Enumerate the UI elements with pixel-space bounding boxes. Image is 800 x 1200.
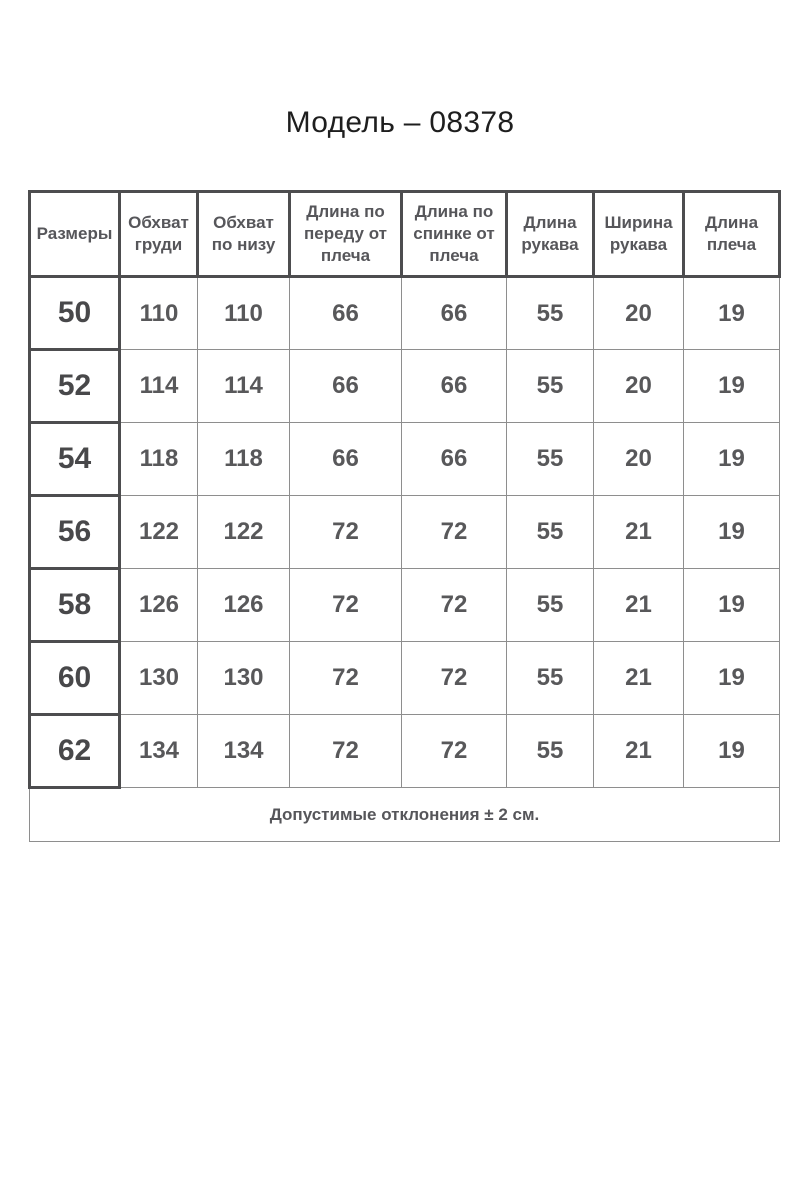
column-header-bottom: Обхват по низу: [198, 192, 290, 277]
value-cell: 21: [594, 496, 684, 569]
value-cell: 130: [120, 642, 198, 715]
table-row: [30, 277, 780, 350]
value-cell: 19: [684, 496, 780, 569]
column-header-sizes: Размеры: [30, 192, 120, 277]
value-cell: 19: [684, 569, 780, 642]
value-cell: 72: [290, 642, 402, 715]
column-header-sleeve-length: Длина рукава: [507, 192, 594, 277]
value-cell: 114: [198, 350, 290, 423]
value-cell: 134: [120, 715, 198, 788]
value-cell: 126: [198, 569, 290, 642]
table-row: [30, 715, 780, 788]
value-cell: 20: [594, 423, 684, 496]
value-cell: 19: [684, 715, 780, 788]
table-row: [30, 350, 780, 423]
value-cell: 126: [120, 569, 198, 642]
value-cell: 118: [120, 423, 198, 496]
value-cell: 55: [507, 350, 594, 423]
value-cell: 55: [507, 496, 594, 569]
value-cell: 19: [684, 642, 780, 715]
value-cell: 19: [684, 277, 780, 350]
table-row: [30, 423, 780, 496]
value-cell: 55: [507, 642, 594, 715]
column-header-chest: Обхват груди: [120, 192, 198, 277]
column-header-sleeve-width: Ширина рукава: [594, 192, 684, 277]
value-cell: 19: [684, 350, 780, 423]
value-cell: 21: [594, 642, 684, 715]
value-cell: 114: [120, 350, 198, 423]
value-cell: 66: [402, 350, 507, 423]
value-cell: 55: [507, 277, 594, 350]
column-header-shoulder-length: Длина плеча: [684, 192, 780, 277]
value-cell: 130: [198, 642, 290, 715]
value-cell: 20: [594, 350, 684, 423]
value-cell: 72: [402, 715, 507, 788]
value-cell: 19: [684, 423, 780, 496]
value-cell: 55: [507, 423, 594, 496]
value-cell: 55: [507, 715, 594, 788]
value-cell: 21: [594, 715, 684, 788]
table-row: [30, 569, 780, 642]
value-cell: 66: [402, 277, 507, 350]
value-cell: 72: [290, 496, 402, 569]
value-cell: 20: [594, 277, 684, 350]
page-title: Модель – 08378: [285, 106, 515, 139]
value-cell: 72: [290, 569, 402, 642]
size-cell: 54: [30, 423, 120, 496]
size-cell: 58: [30, 569, 120, 642]
value-cell: 72: [402, 642, 507, 715]
column-header-back-length: Длина по спинке от плеча: [402, 192, 507, 277]
size-cell: 52: [30, 350, 120, 423]
table-row: [30, 496, 780, 569]
header-row: [30, 192, 780, 277]
value-cell: 110: [198, 277, 290, 350]
size-cell: 60: [30, 642, 120, 715]
value-cell: 110: [120, 277, 198, 350]
value-cell: 66: [290, 350, 402, 423]
value-cell: 122: [120, 496, 198, 569]
size-cell: 62: [30, 715, 120, 788]
table-row: [30, 642, 780, 715]
value-cell: 134: [198, 715, 290, 788]
value-cell: 72: [402, 569, 507, 642]
size-cell: 56: [30, 496, 120, 569]
column-header-front-length: Длина по переду от плеча: [290, 192, 402, 277]
value-cell: 21: [594, 569, 684, 642]
value-cell: 66: [402, 423, 507, 496]
size-cell: 50: [30, 277, 120, 350]
tolerance-footnote: Допустимые отклонения ± 2 см.: [30, 788, 780, 842]
value-cell: 66: [290, 423, 402, 496]
value-cell: 118: [198, 423, 290, 496]
value-cell: 122: [198, 496, 290, 569]
value-cell: 72: [290, 715, 402, 788]
footnote-row: [30, 788, 780, 842]
value-cell: 55: [507, 569, 594, 642]
value-cell: 72: [402, 496, 507, 569]
value-cell: 66: [290, 277, 402, 350]
size-table: [28, 190, 781, 842]
